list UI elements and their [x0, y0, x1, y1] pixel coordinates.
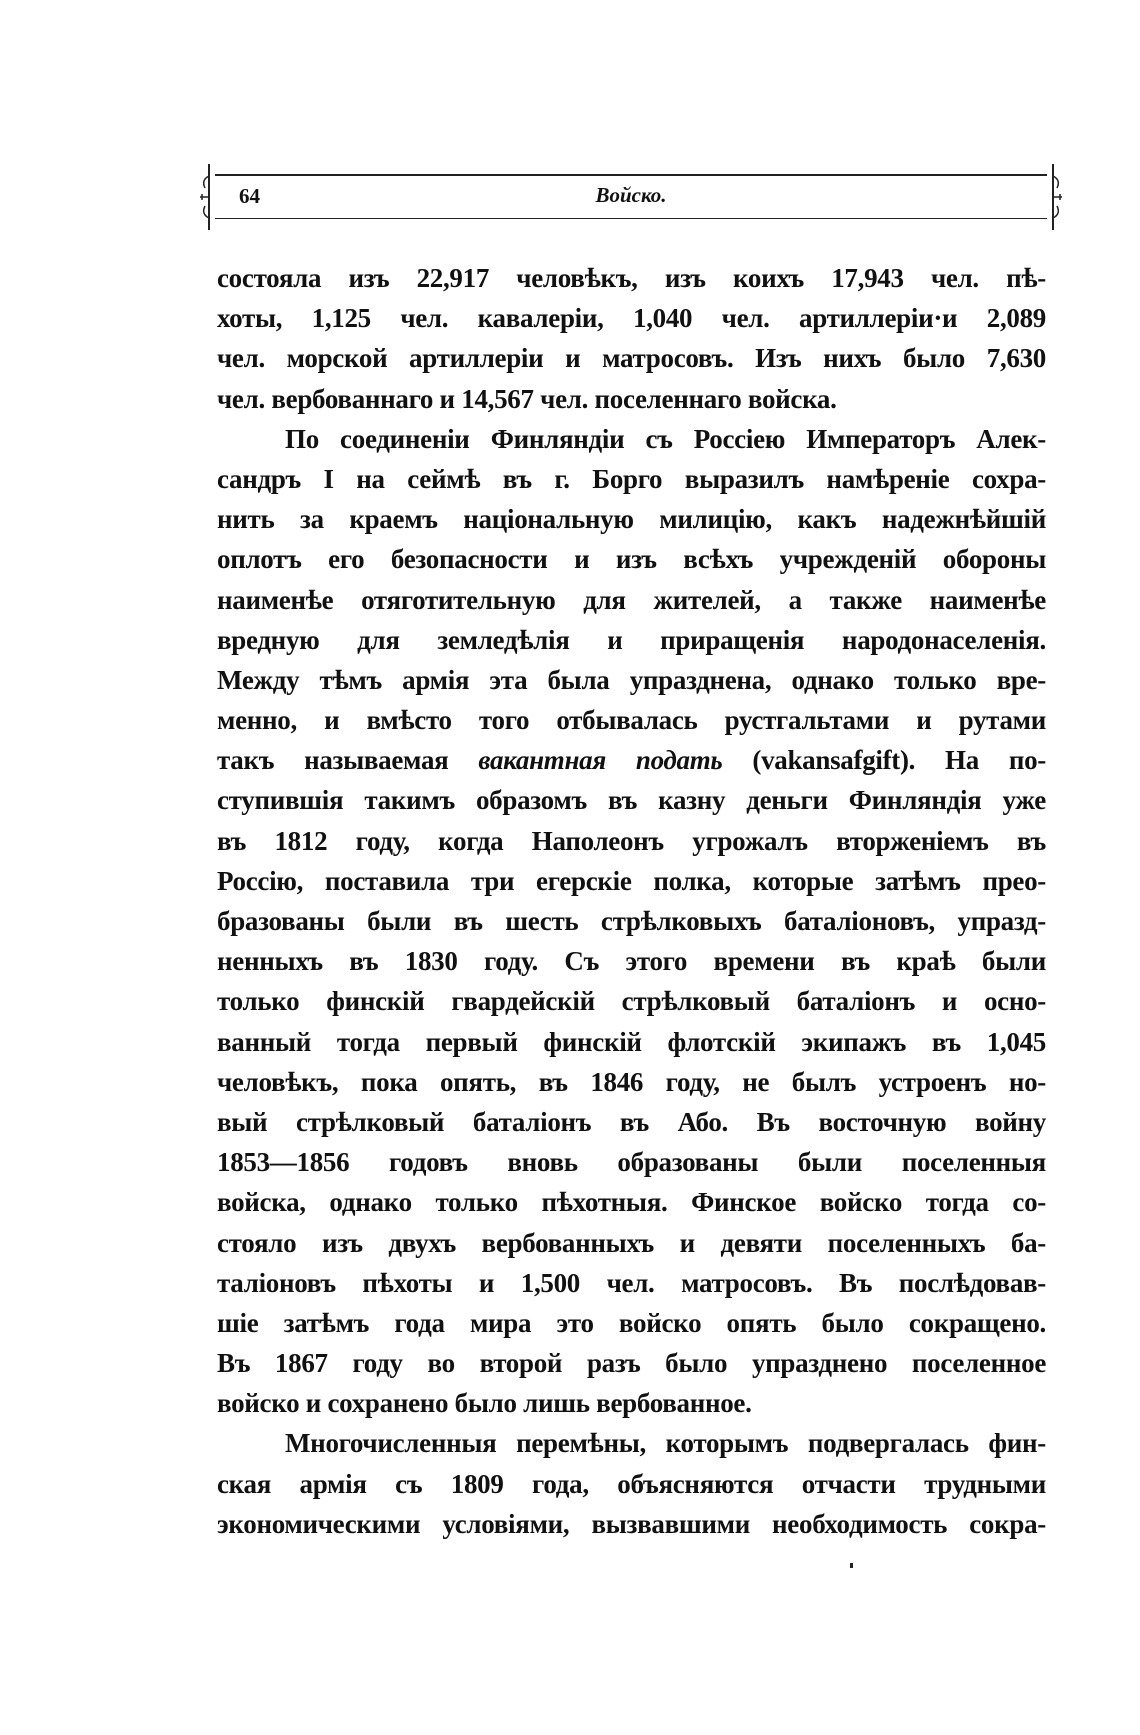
text-line: нить за краемъ національную милицію, какъ надежнѣйшій [217, 504, 1046, 535]
text-line: шіе затѣмъ года мира это войско опять было сокращено. [217, 1307, 1046, 1338]
header-rule-top [215, 174, 1047, 176]
text-line: войска, однако только пѣхотныя. Финское войско тогда со- [217, 1187, 1046, 1218]
right-ornament-icon [1043, 164, 1063, 230]
paragraph [217, 258, 1046, 419]
text-line: ская армія съ 1809 года, объясняются отчасти трудными [217, 1468, 1046, 1499]
running-header [203, 172, 1059, 222]
text-line: таліоновъ пѣхоты и 1,500 чел. матросовъ. Въ послѣдовав- [217, 1267, 1046, 1298]
text-segment: такъ называемая [217, 745, 479, 776]
text-line: менно, и вмѣсто того отбывалась рустгальтами и рутами [217, 705, 1046, 736]
text-line: ванный тогда первый финскій флотскій экипажъ въ 1,045 [217, 1026, 1046, 1057]
text-line: оплотъ его безопасности и изъ всѣхъ учрежденій обороны [217, 544, 1046, 575]
text-line: экономическими условіями, вызвавшими необходимость сокра- [217, 1508, 1046, 1539]
text-line: только финскій гвардейскій стрѣлковый баталіонъ и осно- [217, 986, 1046, 1017]
body-text [217, 258, 1046, 1544]
text-line: ступившія такимъ образомъ въ казну деньги Финляндія уже [217, 785, 1046, 816]
text-line: 1853—1856 годовъ вновь образованы были поселенныя [217, 1147, 1046, 1178]
text-line: бразованы были въ шесть стрѣлковыхъ баталіоновъ, упразд- [217, 906, 1046, 936]
text-line: человѣкъ, пока опять, въ 1846 году, не былъ устроенъ но- [217, 1066, 1046, 1097]
paragraph [217, 1423, 1046, 1544]
page-number: 64 [239, 184, 260, 208]
header-rule-bottom [215, 218, 1047, 219]
running-title: Войско. [595, 183, 667, 207]
text-line [217, 740, 1046, 780]
text-line: ненныхъ въ 1830 году. Съ этого времени въ краѣ были [217, 946, 1046, 977]
text-line: По соединеніи Финляндіи съ Россіею Императоръ Алек- [285, 423, 1046, 454]
text-line: наименѣе отяготительную для жителей, а также наименѣе [217, 584, 1046, 615]
italic-term: вакантная подать [478, 745, 723, 776]
text-line: Многочисленныя перемѣны, которымъ подвергалась фин- [285, 1428, 1046, 1459]
text-segment: (vakansafgift). На по- [722, 745, 1046, 776]
text-line: войско и сохранено было лишь вербованное. [217, 1388, 752, 1419]
text-line: въ 1812 году, когда Наполеонъ угрожалъ вторженіемъ въ [217, 825, 1046, 856]
text-line: вредную для земледѣлія и приращенія народонаселенія. [217, 624, 1046, 655]
text-line: Россію, поставила три егерскіе полка, которые затѣмъ прео- [217, 865, 1046, 896]
text-line: чел. вербованнаго и 14,567 чел. поселеннаго войска. [217, 383, 837, 414]
text-line: хоты, 1,125 чел. кавалеріи, 1,040 чел. артиллеріи·и 2,089 [217, 303, 1046, 334]
text-line: вый стрѣлковый баталіонъ въ Або. Въ восточную войну [217, 1106, 1046, 1137]
print-speck [850, 1563, 853, 1568]
text-line: Въ 1867 году во второй разъ было упразднено поселенное [217, 1348, 1046, 1379]
text-line: стояло изъ двухъ вербованныхъ и девяти поселенныхъ ба- [217, 1227, 1046, 1258]
text-line: состояла изъ 22,917 человѣкъ, изъ коихъ 17,943 чел. пѣ- [217, 263, 1046, 293]
text-line: чел. морской артиллеріи и матросовъ. Изъ нихъ было 7,630 [217, 343, 1046, 374]
text-line: сандръ I на сеймѣ въ г. Борго выразилъ намѣреніе сохра- [217, 463, 1046, 494]
paragraph [217, 419, 1046, 1424]
text-line: Между тѣмъ армія эта была упразднена, однако только вре- [217, 664, 1046, 695]
